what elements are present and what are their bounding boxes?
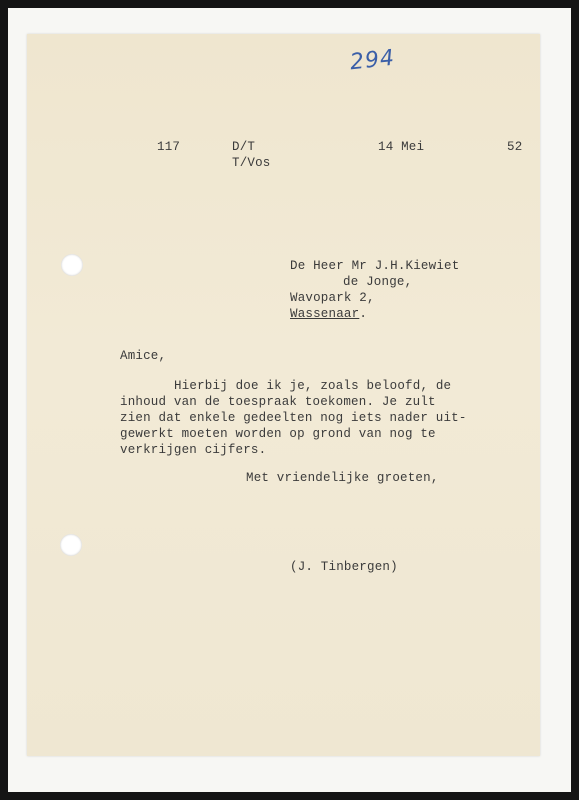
letter-year: 52 <box>507 140 523 154</box>
signature: (J. Tinbergen) <box>290 560 398 574</box>
body-line-3: zien dat enkele gedeelten nog iets nader uit- <box>120 411 467 425</box>
reference-line-1: D/T <box>232 140 256 154</box>
letter-date: 14 Mei <box>378 140 425 154</box>
address-line-2: de Jonge, <box>343 275 413 289</box>
address-city-punct: . <box>359 307 368 321</box>
body-line-1: Hierbij doe ik je, zoals beloofd, de <box>174 379 452 393</box>
address-line-1: De Heer Mr J.H.Kiewiet <box>290 259 460 273</box>
punch-hole-top <box>61 254 83 276</box>
letter-number: 117 <box>157 140 181 154</box>
handwritten-archive-number: 294 <box>348 45 397 76</box>
body-line-4: gewerkt moeten worden op grond van nog te <box>120 427 436 441</box>
salutation: Amice, <box>120 349 167 363</box>
address-city-name: Wassenaar <box>290 307 360 321</box>
address-line-3: Wavopark 2, <box>290 291 375 305</box>
body-line-5: verkrijgen cijfers. <box>120 443 267 457</box>
reference-line-2: T/Vos <box>232 156 271 170</box>
closing: Met vriendelijke groeten, <box>246 471 439 485</box>
address-city <box>290 306 367 322</box>
body-line-2: inhoud van de toespraak toekomen. Je zult <box>120 395 436 409</box>
punch-hole-bottom <box>60 534 82 556</box>
